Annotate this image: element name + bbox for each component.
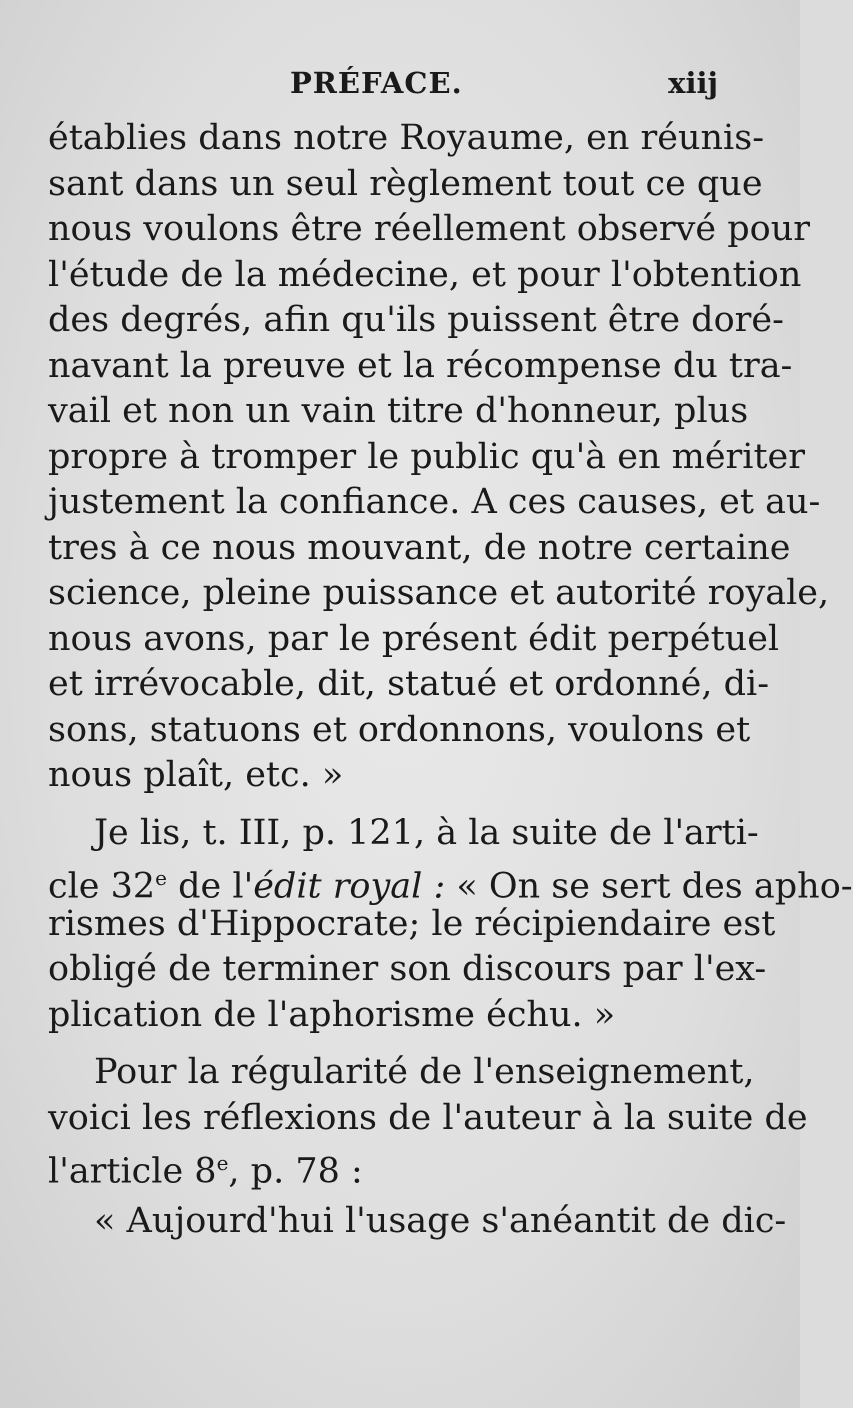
text-line: justement la confiance. A ces causes, et au- — [48, 482, 821, 522]
text-line — [48, 856, 853, 907]
text-fragment: cle 32 — [48, 866, 156, 907]
paragraph-4 — [48, 1199, 787, 1245]
text-fragment: « On se sert des apho- — [445, 866, 853, 907]
body-text — [48, 116, 853, 1244]
text-line: tres à ce nous mouvant, de notre certaine — [48, 527, 791, 568]
text-line: nous avons, par le présent édit perpétuel — [48, 618, 780, 659]
text-line: vail et non un vain titre d'honneur, plus — [48, 391, 749, 431]
italic-title: édit royal : — [253, 866, 446, 907]
text-line: « Aujourd'hui l'usage s'anéantit de dic- — [94, 1200, 787, 1241]
text-line: et irrévocable, dit, statué et ordonné, di- — [48, 664, 770, 704]
paragraph-2 — [48, 811, 853, 1039]
page-header — [48, 60, 738, 110]
text-fragment: l'article 8 — [48, 1151, 217, 1192]
text-line: obligé de terminer son discours par l'ex- — [48, 949, 767, 989]
text-line: plication de l'aphorisme échu. » — [48, 994, 616, 1035]
text-fragment: , p. 78 : — [228, 1151, 363, 1192]
running-head: PRÉFACE. — [290, 66, 463, 100]
text-line: rismes d'Hippocrate; le récipiendaire est — [48, 903, 776, 944]
text-line: nous plaît, etc. » — [48, 755, 344, 795]
text-line: établies dans notre Royaume, en réunis- — [48, 118, 765, 158]
text-line: nous voulons être réellement observé pour — [48, 209, 811, 249]
paragraph-3 — [48, 1050, 808, 1192]
text-line: l'étude de la médecine, et pour l'obtention — [48, 254, 802, 295]
text-line: navant la preuve et la récompense du tra- — [48, 345, 793, 386]
text-line: Je lis, t. III, p. 121, à la suite de l'arti- — [94, 812, 759, 853]
page-number: xiij — [668, 66, 718, 100]
text-line — [48, 1141, 728, 1192]
superscript: e — [216, 1151, 229, 1175]
text-line: science, pleine puissance et autorité royale, — [48, 573, 830, 613]
text-line: Pour la régularité de l'enseignement, — [94, 1052, 755, 1092]
paragraph-1 — [48, 116, 830, 799]
superscript: e — [155, 866, 168, 890]
text-fragment: de l' — [167, 866, 254, 907]
text-line: des degrés, afin qu'ils puissent être doré- — [48, 300, 784, 340]
text-line: sant dans un seul règlement tout ce que — [48, 163, 763, 204]
text-line: voici les réflexions de l'auteur à la suite de — [48, 1097, 808, 1138]
text-line: sons, statuons et ordonnons, voulons et — [48, 709, 751, 750]
text-line: propre à tromper le public qu'à en mériter — [48, 436, 805, 477]
